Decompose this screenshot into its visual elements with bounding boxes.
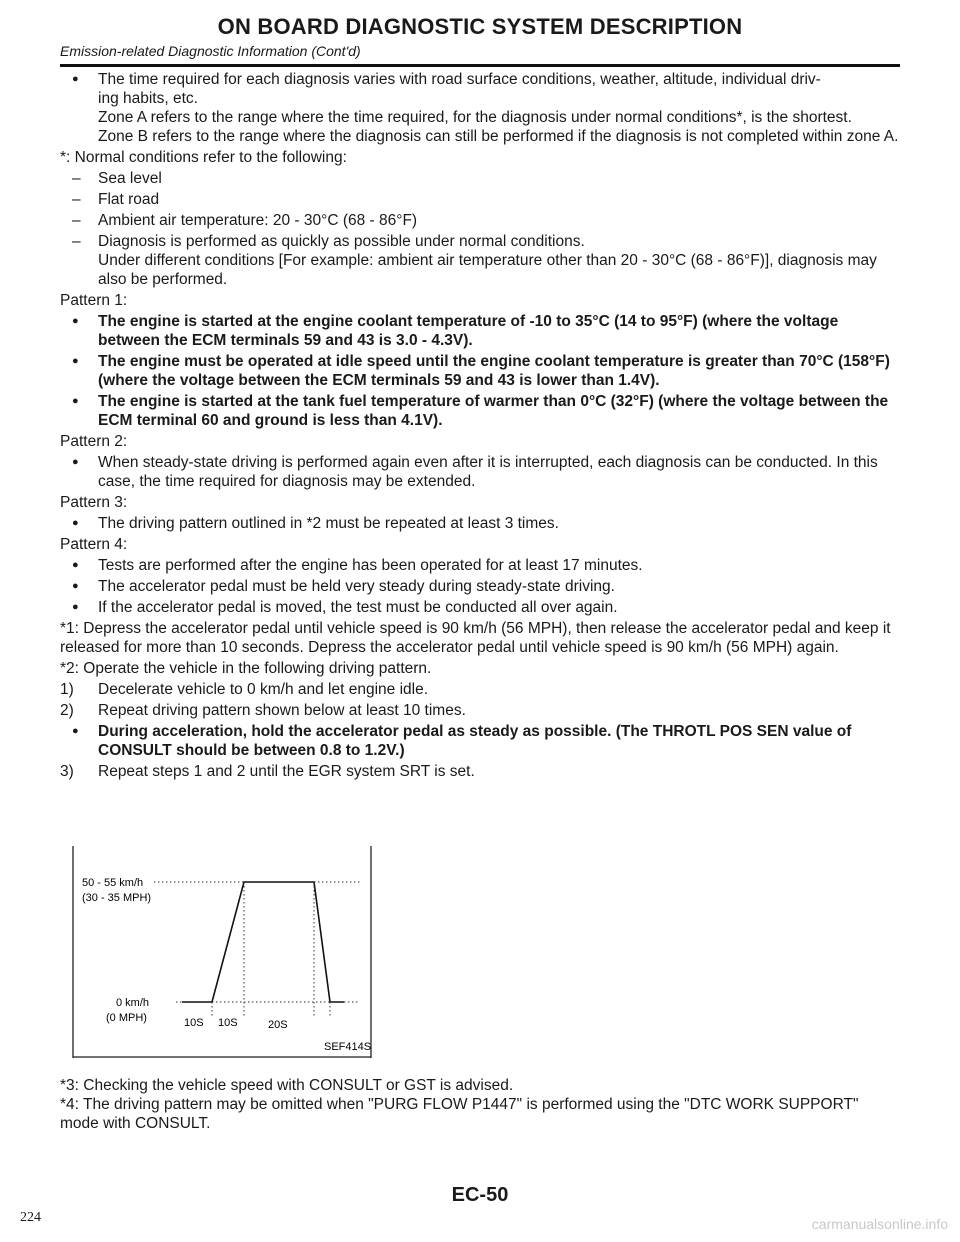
pattern-2-bullet: ● When steady-state driving is performed again even after it is interrupted, each diagnosis can be conducted. In this case, the time required for diagnosis may be extended. [60,453,900,491]
top-speed-label: 50 - 55 km/h [82,877,144,889]
pattern-3-label: Pattern 3: [60,494,128,511]
page-subtitle: Emission-related Diagnostic Information (Cont'd) [60,43,361,59]
step-text: Decelerate vehicle to 0 km/h and let engine idle. [98,681,429,698]
normal-item: – Ambient air temperature: 20 - 30°C (68 - 86°F) [60,211,900,230]
intro-bullet [60,70,900,146]
bottom-notes [60,1076,900,1133]
normal-item: – Flat road [60,190,900,209]
pattern-4-label: Pattern 4: [60,536,128,553]
step-item [60,680,900,699]
step-number: 3) [60,763,74,780]
pattern-1-label: Pattern 1: [60,292,128,309]
pattern-4-bullet: ● Tests are performed after the engine has been operated for at least 17 minutes. [60,556,900,575]
note-4: *4: The driving pattern may be omitted when "PURG FLOW P1447" is performed using the "DTC WORK SUPPORT" mode with CONSULT. [60,1096,859,1132]
zero-speed-label: 0 km/h [116,997,150,1009]
note-2: *2: Operate the vehicle in the following driving pattern. [60,660,432,677]
pattern-1-bullet: ● The engine is started at the tank fuel temperature of warmer than 0°C (32°F) (where the voltage between the ECM terminal 60 and ground is less than 4.1V). [60,392,900,430]
step-number: 2) [60,702,74,719]
page-title: ON BOARD DIAGNOSTIC SYSTEM DESCRIPTION [217,14,743,39]
time-label-2: 10S [218,1017,238,1029]
step-number: 1) [60,681,74,698]
note-3: *3: Checking the vehicle speed with CONSULT or GST is advised. [60,1077,514,1094]
pattern-4-bullet: ● The accelerator pedal must be held very steady during steady-state driving. [60,577,900,596]
normal-item-text: – Diagnosis is performed as quickly as possible under normal conditions. [98,233,585,250]
step-item [60,701,900,720]
note-1: *1: Depress the accelerator pedal until vehicle speed is 90 km/h (56 MPH), then release the accelerator pedal and keep it released for more than 10 seconds. Depress the accelerator pedal until vehicle speed is 90 km/h (56 MPH) again. [60,620,891,656]
time-label-3: 20S [268,1019,288,1031]
page-number: 224 [20,1210,41,1225]
pattern-1-bullet: ● The engine is started at the engine coolant temperature of -10 to 35°C (14 to 95°F) (where the voltage between the ECM terminals 59 and 43 is 3.0 - 4.3V). [60,312,900,350]
zero-speed-mph-label: (0 MPH) [106,1012,147,1024]
header-rule [60,64,900,67]
driving-pattern-diagram [72,846,372,1058]
intro-line-1: ● The time required for each diagnosis varies with road surface conditions, weather, altitude, individual driv- [98,71,821,88]
time-label-1: 10S [184,1017,204,1029]
pattern-2-label: Pattern 2: [60,433,128,450]
step-item [60,762,900,781]
page-code: EC-50 [451,1184,509,1206]
speed-profile-line [182,882,344,1002]
normal-conditions-heading: *: Normal conditions refer to the following: [60,149,347,166]
intro-line-2: ing habits, etc. [98,90,198,107]
pattern-3-bullet: ● The driving pattern outlined in *2 must be repeated at least 3 times. [60,514,900,533]
step-text: Repeat steps 1 and 2 until the EGR system SRT is set. [98,763,475,780]
pattern-4-bullet: ● If the accelerator pedal is moved, the test must be conducted all over again. [60,598,900,617]
normal-item [60,232,900,289]
top-speed-mph-label: (30 - 35 MPH) [82,892,152,904]
normal-item: – Sea level [60,169,900,188]
acceleration-bullet: ● During acceleration, hold the accelerator pedal as steady as possible. (The THROTL POS SEN value of CONSULT should be between 0.8 to 1.2V.) [60,722,900,760]
watermark: carmanualsonline.info [811,1216,948,1232]
pattern-1-bullet: ● The engine must be operated at idle speed until the engine coolant temperature is greater than 70°C (158°F) (where the voltage between the ECM terminals 59 and 43 is lower than 1.4V). [60,352,900,390]
zone-a-text: Zone A refers to the range where the time required, for the diagnosis under normal conditions*, is the shortest. [98,109,852,126]
main-content [60,70,900,783]
normal-extra-text: Under different conditions [For example: ambient air temperature other than 20 - 30°C (68 - 86°F)], diagnosis may also be performed. [98,252,877,288]
zone-b-text: Zone B refers to the range where the diagnosis can still be performed if the diagnosis is not completed within zone A. [98,128,899,145]
figure-code: SEF414S [324,1041,372,1053]
step-text: Repeat driving pattern shown below at least 10 times. [98,702,466,719]
